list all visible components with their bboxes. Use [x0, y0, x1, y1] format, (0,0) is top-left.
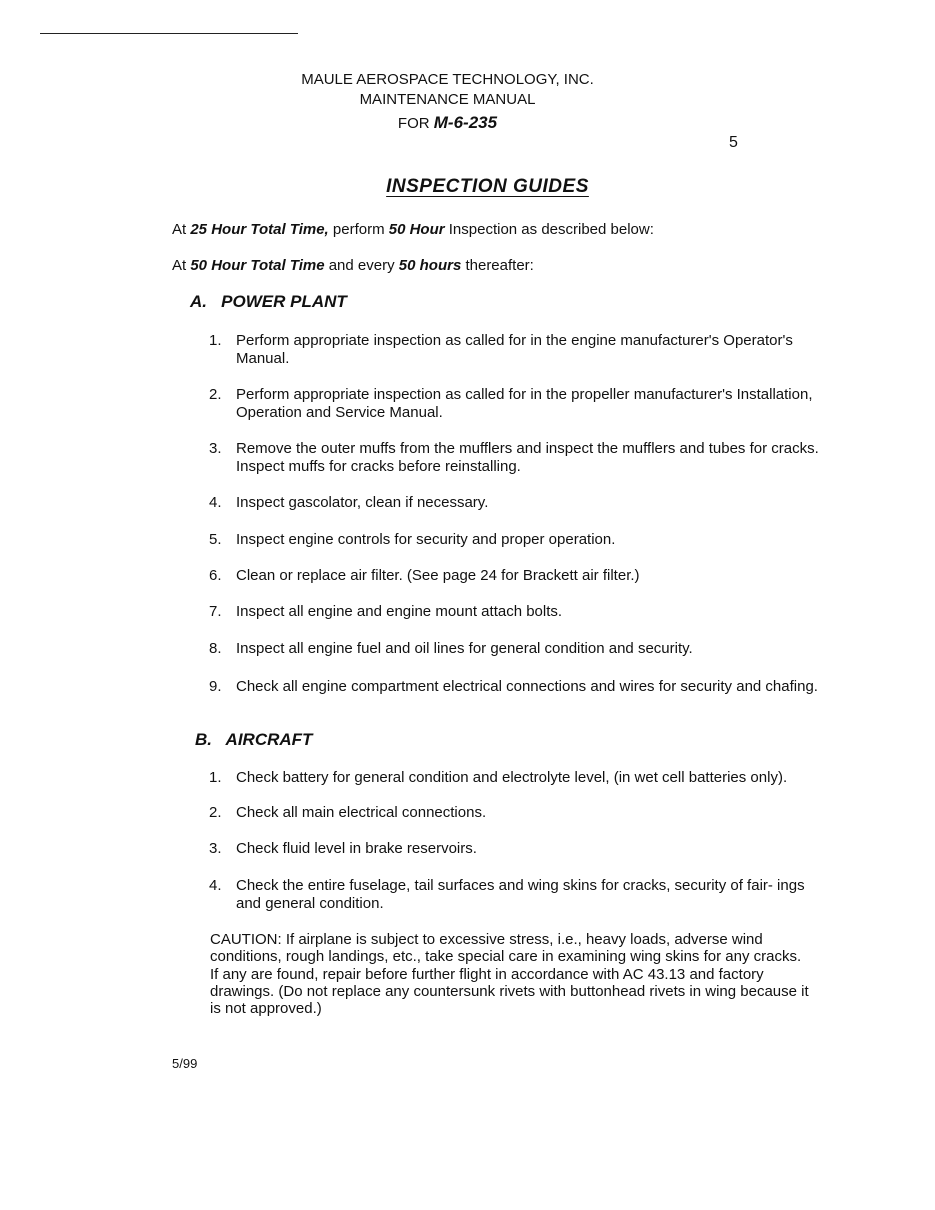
item-text: Check all main electrical connections.: [236, 804, 487, 821]
item-number: 6.: [209, 567, 222, 584]
item-text: Inspect all engine and engine mount attach bolts.: [236, 603, 563, 620]
item-text: Perform appropriate inspection as called for in the engine manufacturer's Operator's Manual.: [236, 332, 793, 367]
item-number: 2.: [209, 804, 222, 821]
section-a-heading: A. POWER PLANT: [190, 292, 347, 311]
intro-1-post: Inspection as described below:: [444, 221, 654, 238]
header-model-line: [0, 113, 915, 134]
intro-2-bold1: 50 Hour Total Time: [190, 257, 325, 274]
top-rule: [40, 33, 298, 34]
intro-2-post: thereafter:: [461, 257, 534, 274]
caution-note: CAUTION: If airplane is subject to excessive stress, i.e., heavy loads, adverse wind conditions, rough landings, etc., take special care in examining wing skins for any cracks. If any are found, repair before further flight in accordance with AC 43.13 and factory drawings. (Do not replace any countersunk rivets with buttonhead rivets in wing because it is not approved.): [210, 931, 809, 1018]
item-number: 5.: [209, 531, 222, 548]
item-text: Check fluid level in brake reservoirs.: [236, 840, 477, 857]
intro-2-pre: At: [172, 257, 191, 274]
section-b-heading: B. AIRCRAFT: [195, 730, 313, 749]
header-model: M-6-235: [433, 113, 498, 132]
item-text: Remove the outer muffs from the mufflers and inspect the mufflers and tubes for cracks. Inspect muffs for cracks before reinstalling.: [236, 440, 819, 475]
page-number: 5: [729, 134, 738, 151]
item-number: 9.: [209, 678, 222, 695]
item-number: 3.: [209, 440, 222, 457]
item-number: 1.: [209, 332, 222, 349]
item-number: 8.: [209, 640, 222, 657]
item-text: Check the entire fuselage, tail surfaces and wing skins for cracks, security of fair- ings and general condition.: [236, 877, 805, 912]
footer-date: 5/99: [172, 1056, 198, 1071]
intro-1-bold1: 25 Hour Total Time,: [190, 221, 329, 238]
item-number: 2.: [209, 386, 222, 403]
intro-2-bold2: 50 hours: [398, 257, 462, 274]
item-text: Check all engine compartment electrical connections and wires for security and chafing.: [236, 678, 818, 695]
item-text: Inspect gascolator, clean if necessary.: [236, 494, 489, 511]
header-for-label: FOR: [397, 115, 430, 132]
item-text: Perform appropriate inspection as called for in the propeller manufacturer's Installation, Operation and Service Manual.: [236, 386, 813, 421]
item-text: Inspect engine controls for security and proper operation.: [236, 531, 616, 548]
item-number: 4.: [209, 877, 222, 894]
page-title: [0, 176, 935, 198]
item-text: Clean or replace air filter. (See page 24 for Brackett air filter.): [236, 567, 640, 584]
header-company: MAULE AEROSPACE TECHNOLOGY, INC.: [301, 71, 594, 88]
item-text: Inspect all engine fuel and oil lines for general condition and security.: [236, 640, 693, 657]
intro-1-bold2: 50 Hour: [388, 221, 445, 238]
item-number: 3.: [209, 840, 222, 857]
page-title-text: INSPECTION GUIDES: [386, 176, 589, 197]
header-manual: MAINTENANCE MANUAL: [359, 91, 536, 108]
intro-line-1: [172, 221, 654, 238]
intro-1-pre: At: [172, 221, 191, 238]
item-number: 1.: [209, 769, 222, 786]
intro-line-2: [172, 257, 534, 274]
item-number: 4.: [209, 494, 222, 511]
intro-1-mid: perform: [328, 221, 389, 238]
intro-2-mid: and every: [324, 257, 399, 274]
item-number: 7.: [209, 603, 222, 620]
item-text: Check battery for general condition and electrolyte level, (in wet cell batteries only).: [236, 769, 788, 786]
